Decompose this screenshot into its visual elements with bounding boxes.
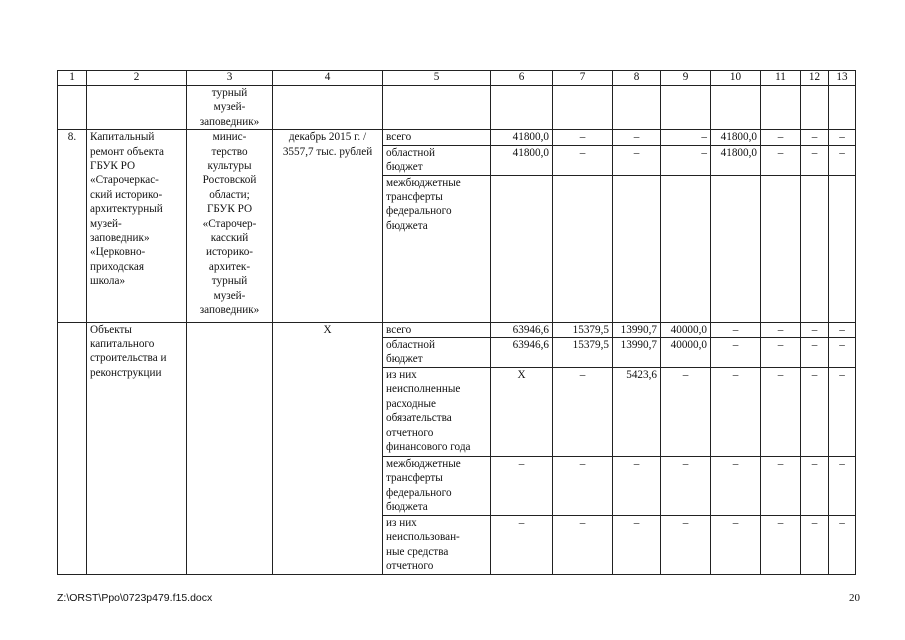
value-cell: – — [711, 322, 761, 337]
value-cell: – — [761, 338, 801, 368]
value-cell: 41800,0 — [491, 130, 553, 145]
col-header: 12 — [801, 71, 829, 86]
col-header: 8 — [613, 71, 661, 86]
value-cell: – — [829, 457, 856, 516]
value-cell: – — [801, 338, 829, 368]
value-cell: 5423,6 — [613, 368, 661, 457]
value-cell: – — [553, 130, 613, 145]
value-cell: 40000,0 — [661, 338, 711, 368]
source-cell: межбюджетные трансферты федерального бюджета — [383, 175, 491, 322]
executor-cell: турный музей- заповедник» — [187, 86, 273, 130]
source-cell: из них неиспользован- ные средства отчетного — [383, 516, 491, 575]
value-cell — [553, 175, 613, 322]
budget-table — [57, 70, 856, 575]
item-name: Объекты капитального строительства и реконструкции — [87, 322, 187, 574]
value-cell: – — [613, 457, 661, 516]
value-cell: – — [801, 130, 829, 145]
value-cell: – — [801, 145, 829, 175]
value-cell: – — [801, 322, 829, 337]
value-cell: – — [661, 516, 711, 575]
value-cell: – — [613, 516, 661, 575]
page-number: 20 — [849, 592, 860, 604]
value-cell: – — [829, 516, 856, 575]
value-cell — [761, 175, 801, 322]
value-cell: – — [801, 368, 829, 457]
value-cell: – — [613, 145, 661, 175]
value-cell: 15379,5 — [553, 338, 613, 368]
col-header: 13 — [829, 71, 856, 86]
value-cell: – — [761, 145, 801, 175]
source-cell: областной бюджет — [383, 145, 491, 175]
value-cell: – — [661, 368, 711, 457]
value-cell: – — [761, 516, 801, 575]
value-cell — [661, 175, 711, 322]
value-cell — [491, 175, 553, 322]
value-cell: – — [711, 338, 761, 368]
value-cell: 13990,7 — [613, 322, 661, 337]
value-cell: – — [801, 516, 829, 575]
value-cell — [801, 175, 829, 322]
continuation-row — [58, 86, 856, 130]
item-number: 8. — [58, 130, 87, 322]
col-header: 11 — [761, 71, 801, 86]
value-cell: – — [761, 368, 801, 457]
value-cell: – — [661, 145, 711, 175]
value-cell: – — [829, 368, 856, 457]
column-number-row — [58, 71, 856, 86]
value-cell: – — [553, 368, 613, 457]
col-header: 10 — [711, 71, 761, 86]
value-cell: 63946,6 — [491, 322, 553, 337]
col-header: 6 — [491, 71, 553, 86]
value-cell: – — [829, 145, 856, 175]
col-header: 1 — [58, 71, 87, 86]
value-cell: – — [711, 516, 761, 575]
source-cell: из них неисполненные расходные обязательства отчетного финансового года — [383, 368, 491, 457]
value-cell: – — [661, 457, 711, 516]
col-header: 4 — [273, 71, 383, 86]
value-cell: 41800,0 — [711, 130, 761, 145]
col-header: 7 — [553, 71, 613, 86]
value-cell: 63946,6 — [491, 338, 553, 368]
value-cell: – — [801, 457, 829, 516]
value-cell: – — [761, 322, 801, 337]
value-cell: – — [829, 338, 856, 368]
col-header: 9 — [661, 71, 711, 86]
table-row — [58, 322, 856, 337]
executor-cell: минис- терство культуры Ростовской области; ГБУК РО «Старочер- касский историко- архитек- турный музей- заповедник» — [187, 130, 273, 322]
value-cell: 40000,0 — [661, 322, 711, 337]
value-cell: 15379,5 — [553, 322, 613, 337]
value-cell: – — [711, 368, 761, 457]
value-cell — [613, 175, 661, 322]
value-cell: Х — [491, 368, 553, 457]
source-cell: межбюджетные трансферты федерального бюджета — [383, 457, 491, 516]
col-header: 2 — [87, 71, 187, 86]
source-cell: всего — [383, 322, 491, 337]
value-cell: – — [761, 130, 801, 145]
value-cell: – — [491, 516, 553, 575]
value-cell — [829, 175, 856, 322]
value-cell: 41800,0 — [711, 145, 761, 175]
value-cell: – — [491, 457, 553, 516]
value-cell: – — [829, 322, 856, 337]
value-cell: – — [613, 130, 661, 145]
value-cell: – — [711, 457, 761, 516]
file-path: Z:\ORST\Ppo\0723p479.f15.docx — [57, 592, 213, 604]
value-cell: 13990,7 — [613, 338, 661, 368]
value-cell: – — [553, 516, 613, 575]
value-cell: – — [761, 457, 801, 516]
source-cell: всего — [383, 130, 491, 145]
item-name: Капитальный ремонт объекта ГБУК РО «Старочеркас- ский историко- архитектурный музей- заповедник» «Церковно- приходская школа» — [87, 130, 187, 322]
value-cell: – — [553, 457, 613, 516]
value-cell: – — [661, 130, 711, 145]
source-cell: областной бюджет — [383, 338, 491, 368]
table-row — [58, 130, 856, 145]
term-cell: Х — [273, 322, 383, 574]
col-header: 3 — [187, 71, 273, 86]
value-cell — [711, 175, 761, 322]
value-cell: – — [553, 145, 613, 175]
value-cell: – — [829, 130, 856, 145]
col-header: 5 — [383, 71, 491, 86]
value-cell: 41800,0 — [491, 145, 553, 175]
term-cell: декабрь 2015 г. / 3557,7 тыс. рублей — [273, 130, 383, 322]
